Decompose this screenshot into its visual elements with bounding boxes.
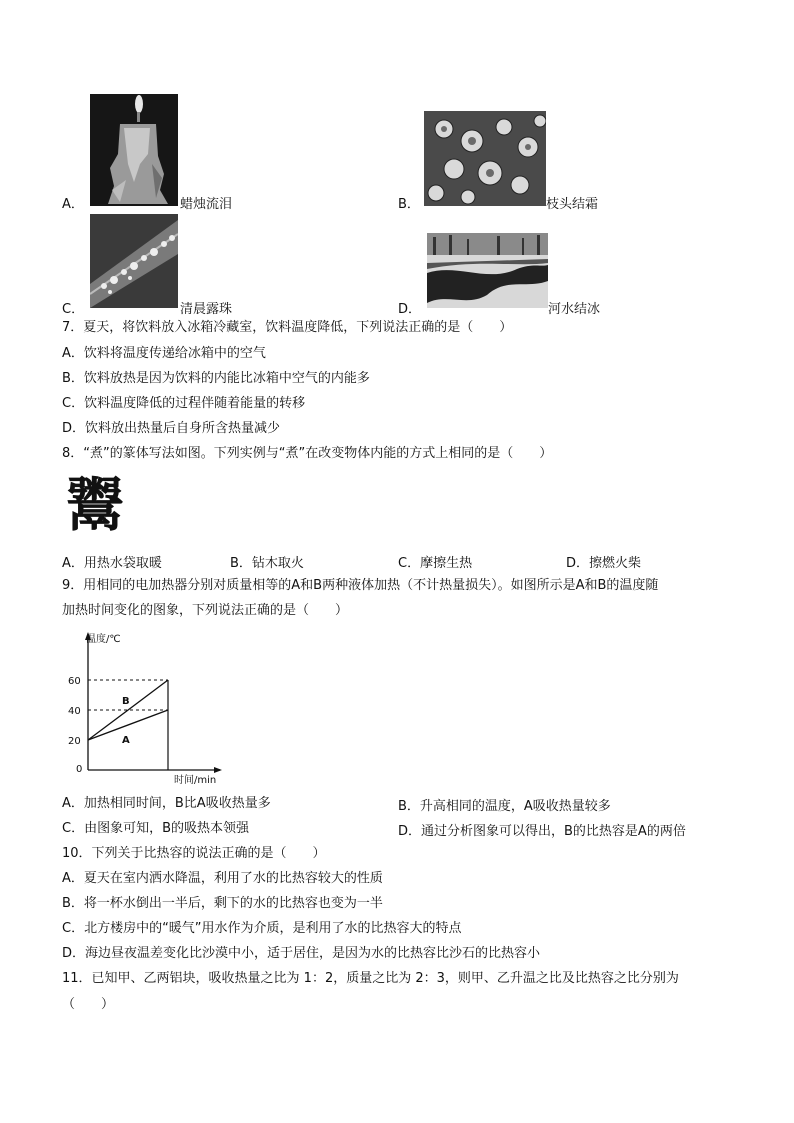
option-c: C．由图象可知，B的吸热本领强: [62, 821, 249, 836]
option-a: A．加热相同时间，B比A吸收热量多: [62, 796, 271, 811]
option-c: C．摩擦生热: [398, 556, 473, 571]
option-caption: 枝头结霜: [546, 197, 599, 212]
seal-script-character: 鬻: [66, 471, 125, 539]
option-d: D．饮料放出热量后自身所含热量减少: [62, 421, 281, 436]
option-c: C．北方楼房中的“暖气”用水作为介质，是利用了水的比热容大的特点: [62, 921, 462, 936]
origin-label: 0: [76, 764, 83, 775]
option-b: B．将一杯水倒出一半后，剩下的水的比热容也变为一半: [62, 896, 383, 911]
option-a: A．用热水袋取暖: [62, 556, 162, 571]
option-caption: 蜡烛流泪: [180, 197, 233, 212]
option-d: D．海边昼夜温差变化比沙漠中小，适于居住，是因为水的比热容比沙石的比热容小: [62, 946, 541, 961]
question-stem: 7．夏天，将饮料放入冰箱冷藏室，饮料温度降低，下列说法正确的是（ ）: [62, 320, 513, 335]
frost-on-branch-image: [424, 111, 546, 206]
question-stem: 10．下列关于比热容的说法正确的是（ ）: [62, 846, 326, 861]
option-letter: D．: [398, 302, 422, 317]
candle-dripping-image: [90, 94, 178, 206]
option-d: D．通过分析图象可以得出，B的比热容是A的两倍: [398, 824, 686, 839]
y-tick-label: 40: [68, 706, 81, 717]
option-a: A．饮料将温度传递给冰箱中的空气: [62, 346, 266, 361]
question-stem-line2: （ ）: [62, 997, 115, 1012]
option-letter: B．: [398, 197, 420, 212]
option-b: B．升高相同的温度，A吸收热量较多: [398, 799, 611, 814]
option-d: D．擦燃火柴: [566, 556, 642, 571]
question-stem-line1: 9．用相同的电加热器分别对质量相等的A和B两种液体加热（不计热量损失）。如图所示是A和B的温度随: [62, 578, 659, 593]
option-a: A．夏天在室内洒水降温，利用了水的比热容较大的性质: [62, 871, 383, 886]
frozen-river-image: [427, 233, 548, 308]
x-axis-arrow: [214, 767, 222, 773]
option-caption: 河水结冰: [548, 302, 601, 317]
series-label-b: B: [122, 696, 130, 707]
option-letter: C．: [62, 302, 85, 317]
option-letter: A．: [62, 197, 84, 212]
y-tick-label: 20: [68, 736, 81, 747]
option-c: C．饮料温度降低的过程伴随着能量的转移: [62, 396, 306, 411]
question-stem: 8．“煮”的篆体写法如图。下列实例与“煮”在改变物体内能的方式上相同的是（ ）: [62, 446, 553, 461]
question-stem-line1: 11．已知甲、乙两铝块，吸收热量之比为 1：2，质量之比为 2：3，则甲、乙升温之比及比热容之比分别为: [62, 971, 679, 986]
option-caption: 清晨露珠: [180, 302, 233, 317]
question-stem-line2: 加热时间变化的图象，下列说法正确的是（ ）: [62, 603, 349, 618]
series-label-a: A: [122, 735, 130, 746]
temperature-time-chart: [60, 628, 230, 788]
x-axis-label: 时间/min: [174, 775, 217, 786]
y-tick-label: 60: [68, 676, 81, 687]
y-axis-label: 温度/℃: [86, 634, 121, 645]
morning-dew-image: [90, 214, 178, 308]
option-b: B．饮料放热是因为饮料的内能比冰箱中空气的内能多: [62, 371, 370, 386]
option-b: B．钻木取火: [230, 556, 304, 571]
